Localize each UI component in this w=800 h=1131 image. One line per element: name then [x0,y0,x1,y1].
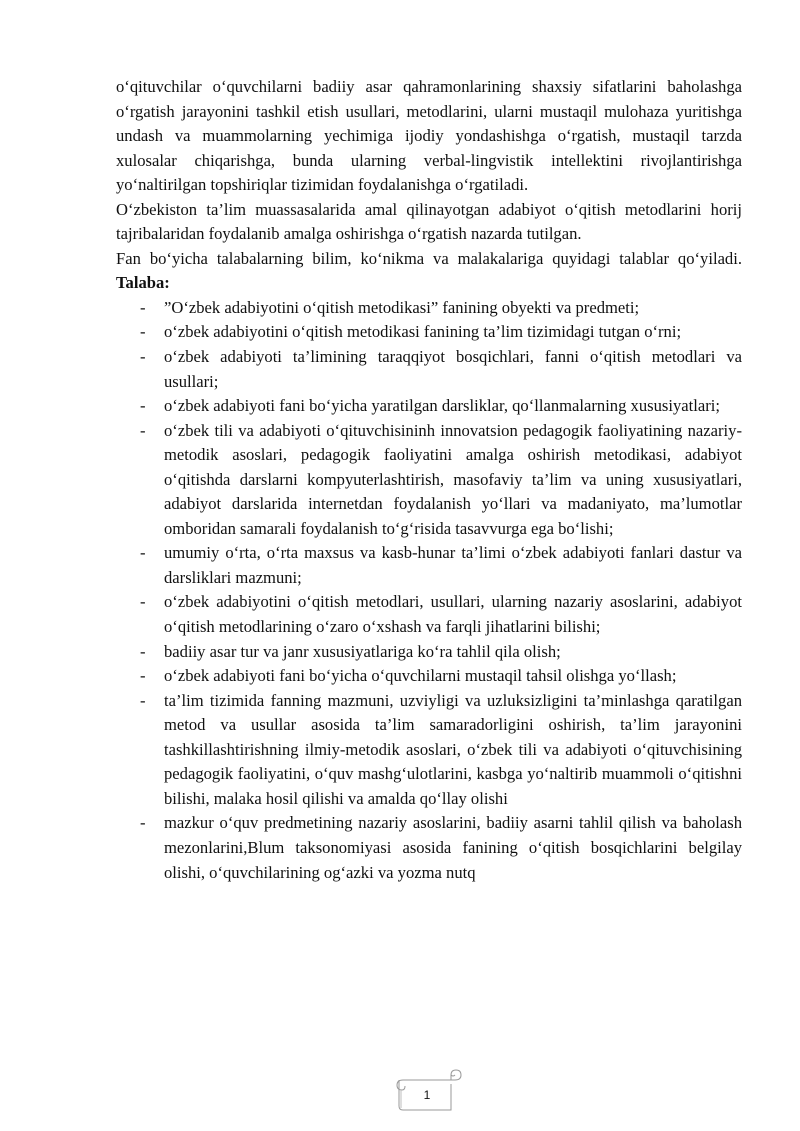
list-item-text: ta’lim tizimida fanning mazmuni, uzviyligi va uzluksizligini ta’minlashga qaratilgan metod va usullar asosida ta’lim samaradorligini oshirish, ta’lim jarayonini tashkillashtirishning ilmiy-metodik asoslari, o‘zbek tili va adabiyoti o‘qituvchisining pedagogik faoliyatini, o‘quv mashg‘ulotlarini, kasbga yo‘naltirib muammoli o‘qitishni bilishi, malaka hosil qilishi va amalda qo‘llay olishi [164,690,742,808]
list-dash-marker: - [140,690,146,710]
paragraph-requirements-text: Fan bo‘yicha talabalarning bilim, ko‘nikma va malakalariga quyidagi talablar qo‘yiladi. [116,248,742,268]
list-dash-marker: - [140,641,146,661]
list-dash-marker: - [140,543,146,563]
list-item [116,394,742,419]
list-dash-marker: - [140,396,146,416]
list-item-text: o‘zbek adabiyotini o‘qitish metodlari, usullari, ularning nazariy asoslarini, adabiyot o‘qitish metodlarining o‘zaro o‘xshash va farqli jihatlarini bilishi; [164,592,742,637]
list-item [116,419,742,542]
paragraph-intro: o‘qituvchilar o‘quvchilarni badiiy asar qahramonlarining shaxsiy sifatlarini baholashga o‘rgatish jarayonini tashkil etish usullari, metodlarini, ularni mustaqil mulohaza yuritishga undash va muammolarning yechimiga ijodiy yondashishga o‘rgatish, mustaqil tarzda xulosalar chiqarishga, bunda ularning verbal-lingvistik intellektini rivojlantirishga yo‘naltirilgan topshiriqlar tizimidan foydalanishga o‘rgatiladi. [116,77,742,195]
list-item [116,689,742,812]
list-dash-marker: - [140,592,146,612]
list-dash-marker: - [140,666,146,686]
list-item [116,664,742,689]
page-number: 1 [423,1088,431,1102]
list-dash-marker: - [140,813,146,833]
list-item-text: o‘zbek adabiyoti fani bo‘yicha yaratilgan darsliklar, qo‘llanmalarning xususiyatlari; [164,396,720,416]
list-item [116,590,742,639]
list-dash-marker: - [140,322,146,342]
list-item-text: umumiy o‘rta, o‘rta maxsus va kasb-hunar ta’limi o‘zbek adabiyoti fanlari dastur va darsliklari mazmuni; [164,543,742,587]
list-item-text: ”O‘zbek adabiyotini o‘qitish metodikasi” fanining obyekti va predmeti; [164,297,640,317]
list-item-text: o‘zbek adabiyoti ta’limining taraqqiyot bosqichlari, fanni o‘qitish metodlari va usullari; [164,347,742,391]
list-dash-marker: - [140,420,146,440]
list-item [116,296,742,321]
paragraph-requirements [116,247,742,296]
list-dash-marker: - [140,347,146,367]
list-item-text: o‘zbek adabiyotini o‘qitish metodikasi fanining ta’lim tizimidagi tutgan o‘rni; [164,322,682,342]
list-item-text: o‘zbek adabiyoti fani bo‘yicha o‘quvchilarni mustaqil tahsil olishga yo‘llash; [164,666,677,686]
list-item [116,640,742,665]
requirements-list [116,296,742,885]
paragraph-second: O‘zbekiston ta’lim muassasalarida amal qilinayotgan adabiyot o‘qitish metodlarini horij tajribalaridan foydalanib amalga oshirishga o‘rgatish nazarda tutilgan. [116,199,742,244]
list-dash-marker: - [140,297,146,317]
list-item [116,345,742,394]
list-item [116,811,742,885]
page-number-scroll [389,1068,465,1112]
bold-label-talaba: Talaba: [116,273,170,293]
list-item [116,541,742,590]
list-item [116,320,742,345]
list-item-text: badiiy asar tur va janr xususiyatlariga ko‘ra tahlil qila olish; [164,641,561,661]
list-item-text: o‘zbek tili va adabiyoti o‘qituvchisininh innovatsion pedagogik faoliyatining nazariy-metodik asoslari, pedagogik faoliyatini amalga oshirish metodikasi, adabiyot o‘qitishda darslarni kompyuterlashtirish, masofaviy ta’lim va uning xususiyatlari, adabiyot darslarida internetdan foydalanish yo‘llari va madaniyato, ma’lumotlar omboridan samarali foydalanish to‘g‘risida tasavvurga ega bo‘lishi; [164,420,742,538]
page-body [116,75,742,885]
list-item-text: mazkur o‘quv predmetining nazariy asoslarini, badiiy asarni tahlil qilish va baholash mezonlarini,Blum taksonomiyasi asosida fanining o‘qitish bosqichlarini belgilay olishi, o‘quvchilarining og‘azki va yozma nutq [164,813,742,882]
